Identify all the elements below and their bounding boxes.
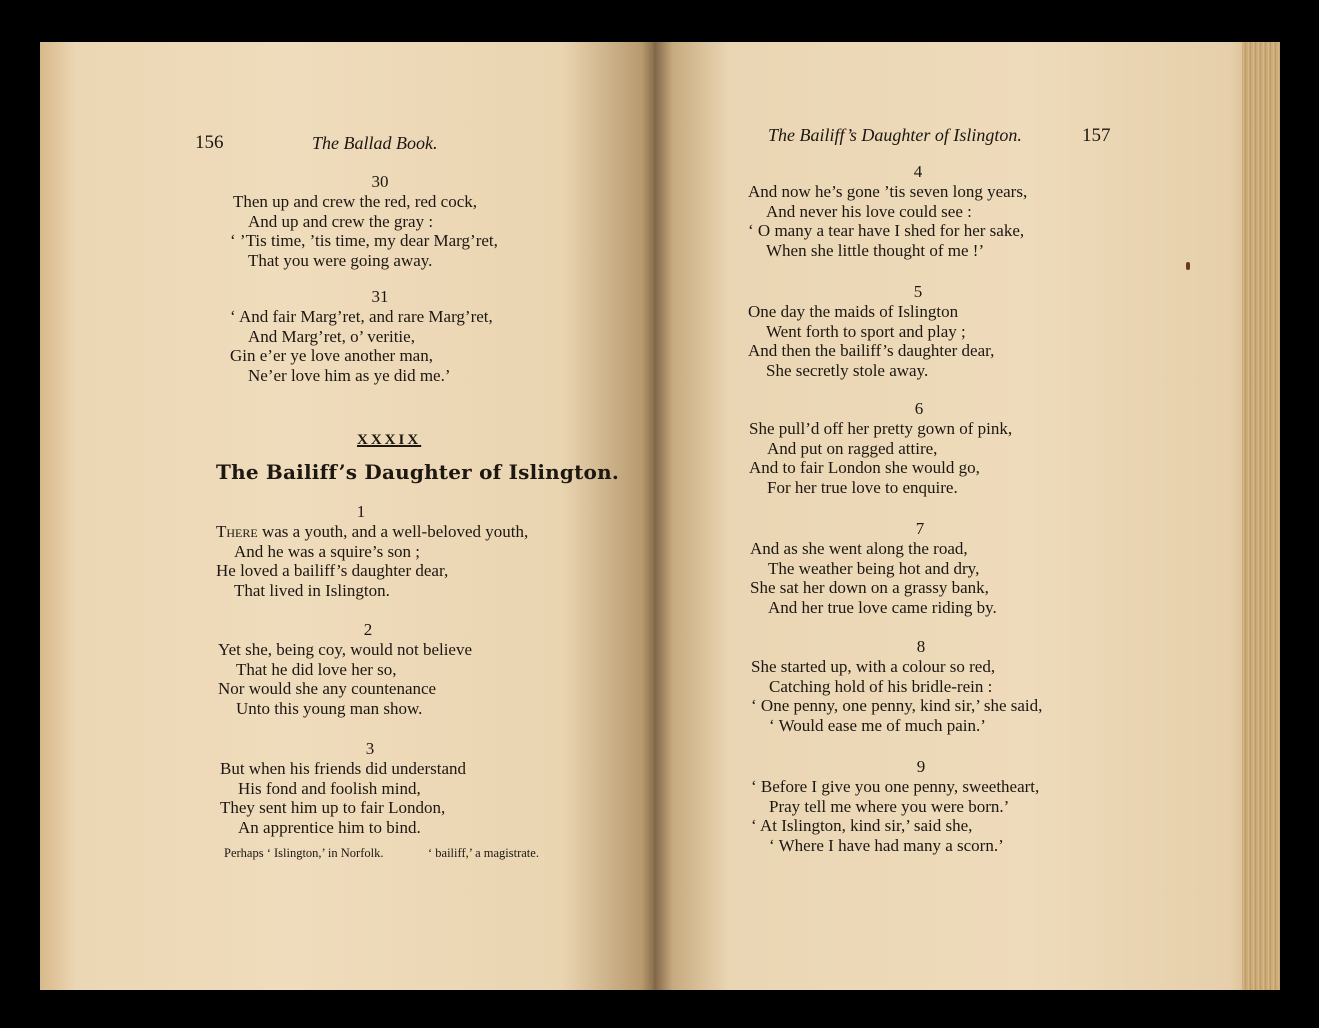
- left-page: [40, 42, 654, 990]
- running-head: The Ballad Book.: [312, 133, 438, 153]
- stanza-2: [218, 620, 518, 719]
- verse-line: ‘ Would ease me of much pain.’: [769, 716, 986, 736]
- verse-line: She pull’d off her pretty gown of pink,: [749, 419, 1013, 438]
- stanza-8: [751, 637, 1091, 736]
- verse-line: ‘ At Islington, kind sir,’ said she,: [751, 816, 973, 836]
- verse-line: They sent him up to fair London,: [220, 798, 446, 818]
- stanza-number: 31: [371, 287, 389, 306]
- stanza-number: 4: [913, 162, 923, 181]
- verse-line: She started up, with a colour so red,: [751, 657, 996, 676]
- verse-line: And never his love could see :: [766, 201, 972, 221]
- first-line-rest: was a youth, and a well-beloved youth,: [257, 522, 529, 541]
- stanza-5: [748, 282, 1088, 381]
- verse-line: And to fair London she would go,: [749, 458, 980, 478]
- verse-line: ‘ And fair Marg’ret, and rare Marg’ret,: [230, 307, 493, 326]
- footnote-2: ‘ bailiff,’ a magistrate.: [428, 846, 539, 860]
- verse-line: Went forth to sport and play ;: [766, 321, 966, 341]
- stanza-number: 30: [371, 172, 389, 191]
- stanza-number: 7: [915, 519, 925, 538]
- paper-stain: [1186, 262, 1190, 270]
- verse-line: Yet she, being coy, would not believe: [218, 640, 473, 659]
- page-number: 157: [1082, 125, 1111, 146]
- verse-line: Unto this young man show.: [236, 699, 423, 719]
- stanza-3: [220, 739, 520, 838]
- verse-line: And he was a squire’s son ;: [234, 541, 421, 561]
- verse-line: ‘ One penny, one penny, kind sir,’ she said,: [751, 696, 1043, 716]
- stanza-number: 1: [356, 502, 366, 521]
- verse-line: And up and crew the gray :: [248, 211, 434, 231]
- verse-line: She sat her down on a grassy bank,: [750, 578, 989, 598]
- verse-line: And as she went along the road,: [750, 539, 968, 558]
- verse-line: One day the maids of Islington: [748, 302, 959, 321]
- stanza-1: [216, 502, 596, 601]
- verse-line: The weather being hot and dry,: [768, 558, 980, 578]
- stanza-31: [230, 287, 530, 386]
- stanza-7: [750, 519, 1090, 618]
- stanza-30: [230, 172, 530, 271]
- page-number: 156: [195, 132, 224, 153]
- open-book: [40, 42, 1280, 990]
- stanza-6: [749, 399, 1089, 498]
- verse-line: And then the bailiff’s daughter dear,: [748, 341, 995, 361]
- verse-line: Nor would she any countenance: [218, 679, 437, 699]
- verse-line: Gin e’er ye love another man,: [230, 346, 433, 366]
- verse-line: An apprentice him to bind.: [238, 818, 421, 838]
- page-edges: [1242, 42, 1280, 990]
- verse-line: He loved a bailiff’s daughter dear,: [216, 561, 449, 581]
- verse-line: ‘ Where I have had many a scorn.’: [769, 836, 1004, 856]
- verse-line: ‘ ’Tis time, ’tis time, my dear Marg’ret,: [230, 231, 498, 251]
- verse-line: And her true love came riding by.: [768, 598, 997, 618]
- stanza-number: 2: [363, 620, 373, 639]
- verse-line: ‘ Before I give you one penny, sweetheart,: [751, 777, 1040, 796]
- verse-line: For her true love to enquire.: [767, 478, 958, 498]
- verse-line: And now he’s gone ’tis seven long years,: [748, 182, 1028, 201]
- stanza-number: 9: [916, 757, 926, 776]
- verse-line: Catching hold of his bridle-rein :: [769, 676, 993, 696]
- stanza-number: 5: [913, 282, 923, 301]
- verse-line: That you were going away.: [248, 251, 433, 271]
- verse-line: That he did love her so,: [236, 659, 397, 679]
- verse-line: But when his friends did understand: [220, 759, 466, 778]
- verse-line: She secretly stole away.: [766, 361, 929, 381]
- verse-line: Ne’er love him as ye did me.’: [248, 366, 451, 386]
- verse-line: And put on ragged attire,: [767, 438, 938, 458]
- verse-line: [216, 522, 596, 542]
- verse-line: ‘ O many a tear have I shed for her sake,: [748, 221, 1025, 241]
- running-head: The Bailiff’s Daughter of Islington.: [768, 125, 1022, 145]
- stanza-number: 3: [365, 739, 375, 758]
- right-page: [654, 42, 1280, 990]
- verse-line: When she little thought of me !’: [766, 241, 985, 261]
- opening-word: There: [216, 522, 258, 541]
- stanza-4: [748, 162, 1088, 261]
- stanza-9: [751, 757, 1091, 856]
- stanza-number: 8: [916, 637, 926, 656]
- verse-line: His fond and foolish mind,: [238, 778, 421, 798]
- verse-line: Then up and crew the red, red cock,: [233, 192, 478, 211]
- ballad-numeral: XXXIX: [357, 432, 422, 448]
- footnote-1: Perhaps ‘ Islington,’ in Norfolk.: [224, 846, 384, 860]
- ballad-title: The Bailiff’s Daughter of Islington.: [216, 460, 619, 484]
- verse-line: Pray tell me where you were born.’: [769, 796, 1010, 816]
- verse-line: That lived in Islington.: [234, 581, 390, 601]
- verse-line: And Marg’ret, o’ veritie,: [248, 326, 415, 346]
- stanza-number: 6: [914, 399, 924, 418]
